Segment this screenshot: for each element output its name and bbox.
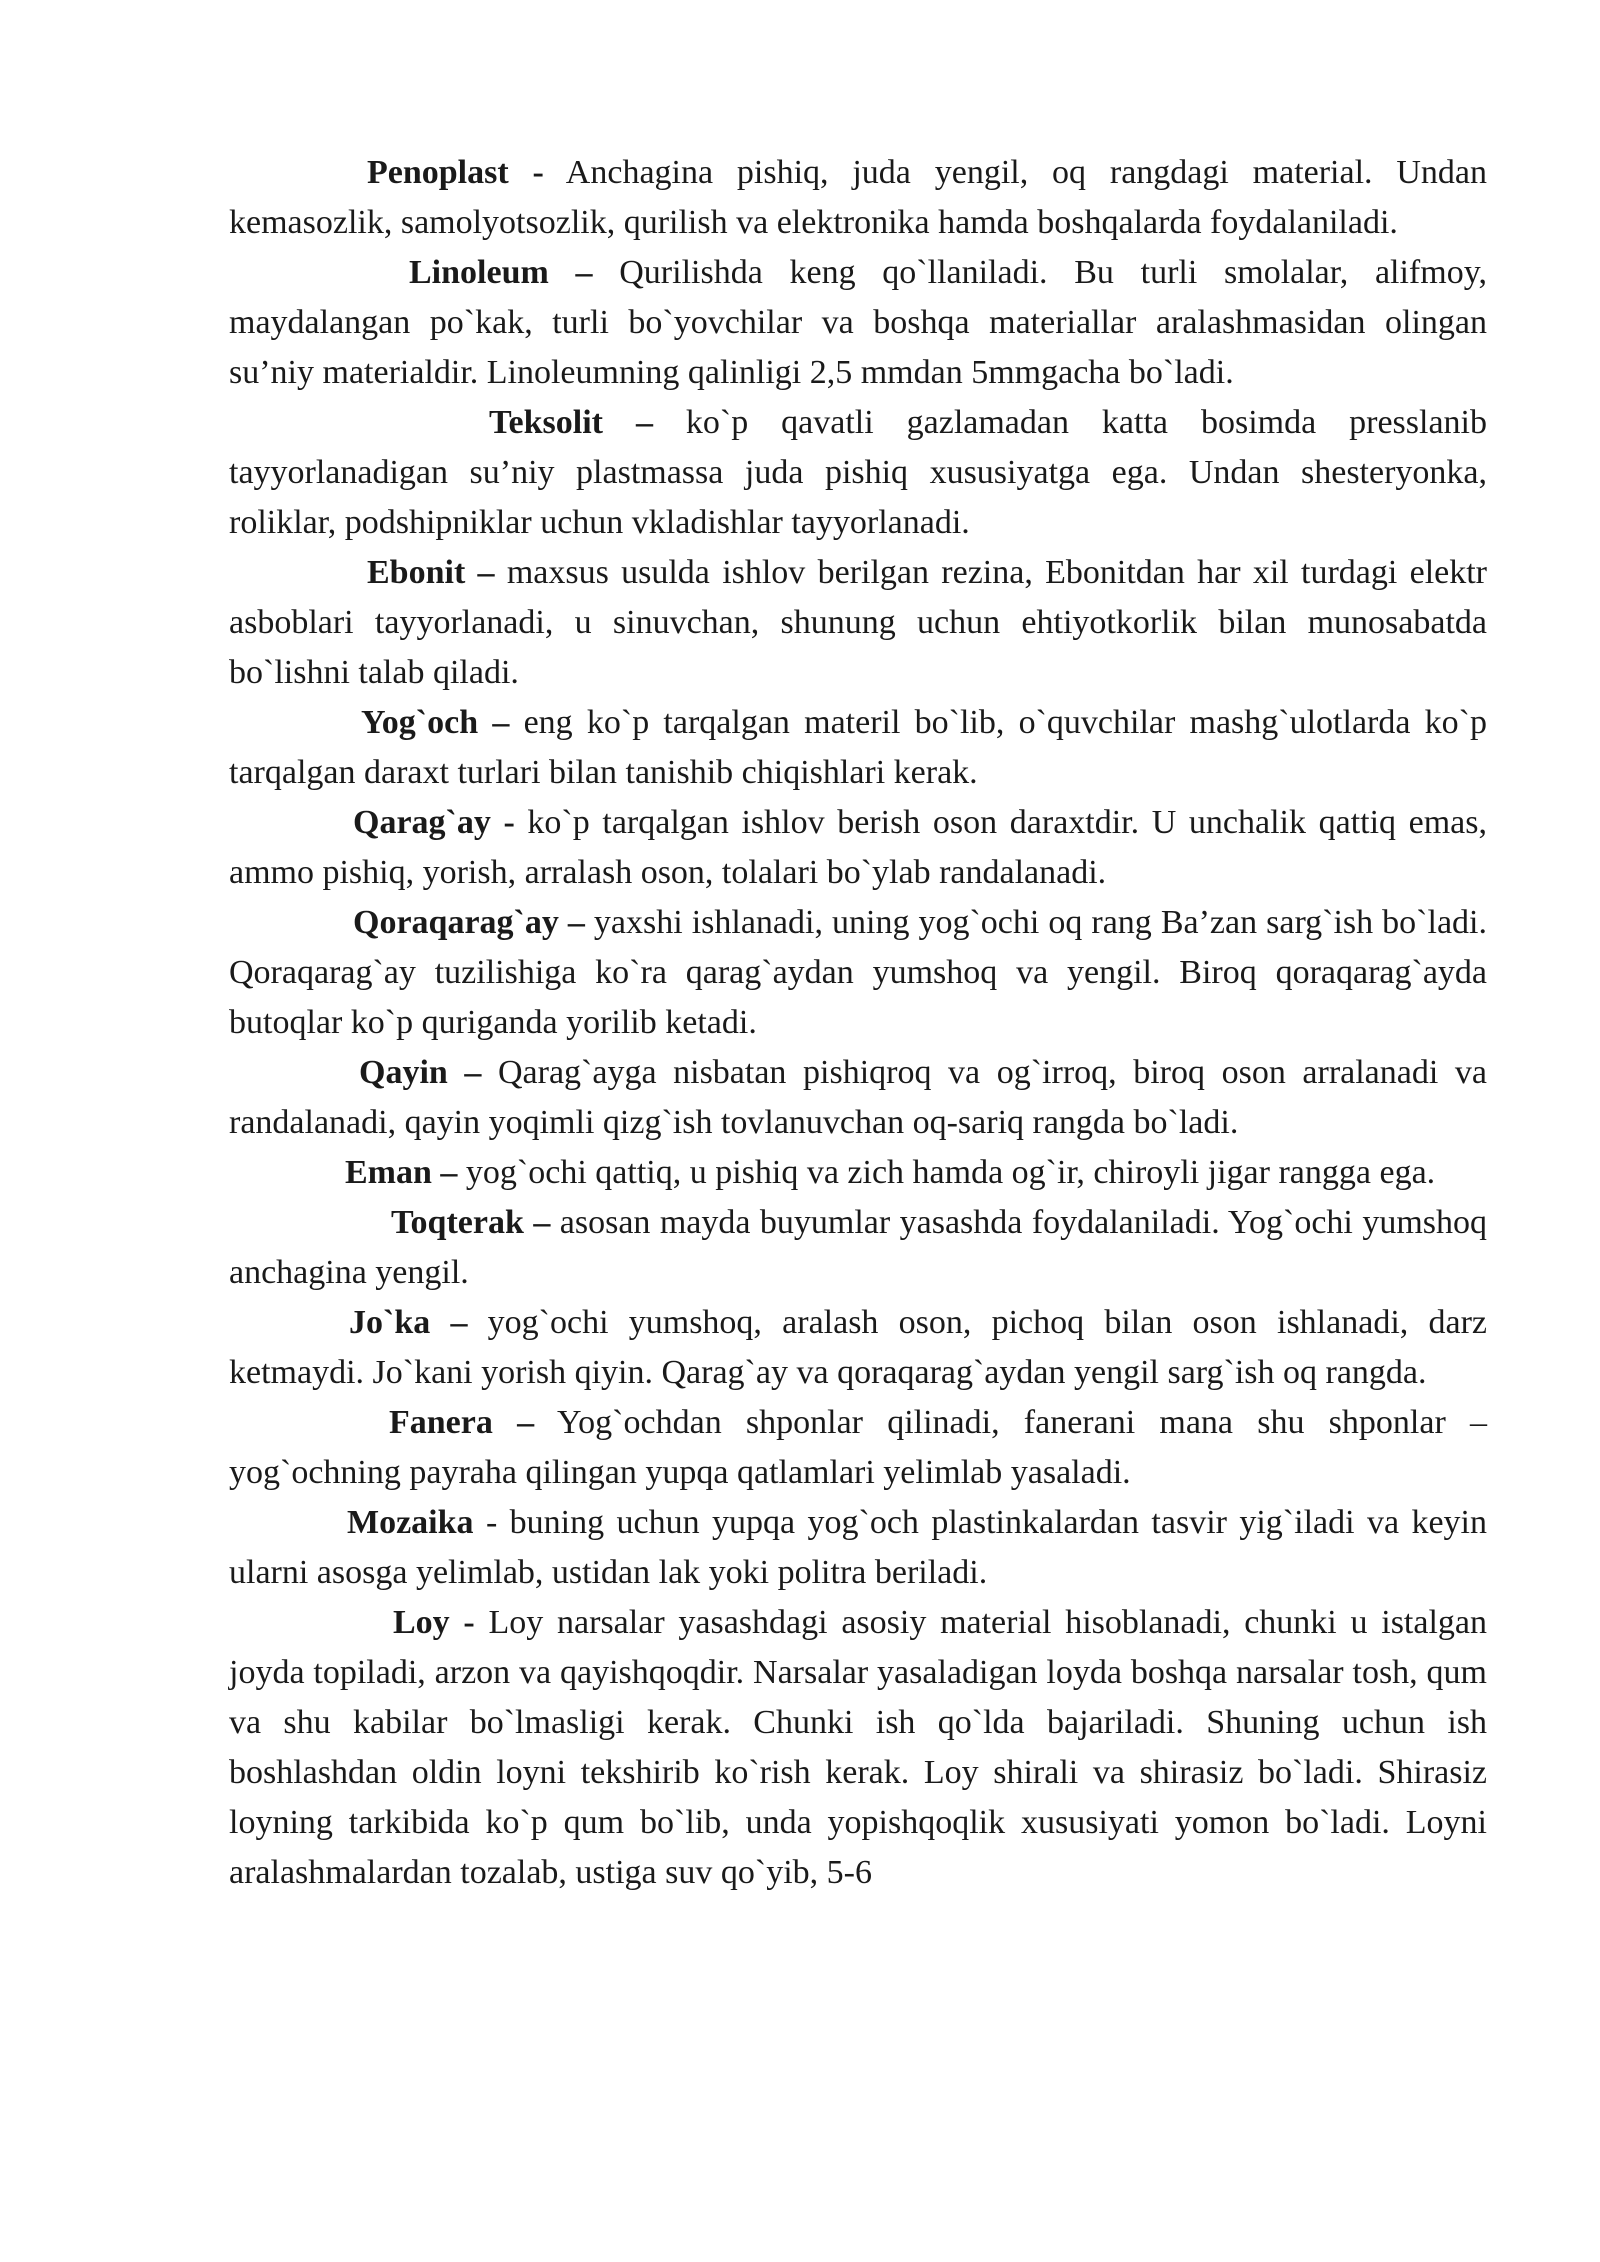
definition-teksolit: ko`p qavatli gazlamadan katta bosimda presslanib tayyorlanadigan su’niy plastmassa juda pishiq xususiyatga ega. Undan shesteryonka, roliklar, podshipniklar uchun vkladishlar tayyorlanadi. — [229, 404, 1487, 541]
definition-toqterak: asosan mayda buyumlar yasashda foydalaniladi. Yog`ochi yumshoq anchagina yengil. — [229, 1204, 1487, 1291]
definition-ebonit: maxsus usulda ishlov berilgan rezina, Ebonitdan har xil turdagi elektr asboblari tayyorlanadi, u sinuvchan, shunung uchun ehtiyotkorlik bilan munosabatda bo`lishni talab qiladi. — [229, 554, 1488, 691]
definition-qayin: Qarag`ayga nisbatan pishiqroq va og`irroq, biroq oson arralanadi va randalanadi, qayin yoqimli qizg`ish tovlanuvchan oq-sariq rangda bo`ladi. — [229, 1054, 1487, 1141]
term-eman: Eman – — [345, 1154, 458, 1191]
paragraph-mozaika — [229, 1498, 1487, 1598]
definition-qaragay: ko`p tarqalgan ishlov berish oson daraxtdir. U unchalik qattiq emas, ammo pishiq, yorish, arralash oson, tolalari bo`ylab randalanadi. — [229, 804, 1488, 891]
term-teksolit: Teksolit – — [489, 404, 653, 441]
definition-fanera: Yog`ochdan shponlar qilinadi, fanerani mana shu shponlar – yog`ochning payraha qilingan yupqa qatlamlari yelimlab yasaladi. — [229, 1404, 1487, 1491]
paragraph-fanera — [229, 1398, 1487, 1498]
definition-loy: Loy narsalar yasashdagi asosiy material hisoblanadi, chunki u istalgan joyda topiladi, arzon va qayishqoqdir. Narsalar yasaladigan loyda boshqa narsalar tosh, qum va shu kabilar bo`lmasligi kerak. Chunki ish qo`lda bajariladi. Shuning uchun ish boshlashdan oldin loyni tekshirib ko`rish kerak. Loy shirali va shirasiz bo`ladi. Shirasiz loyning tarkibida ko`p qum bo`lib, unda yopishqoqlik xususiyati yomon bo`ladi. Loyni aralashmalardan tozalab, ustiga suv qo`yib, 5-6 — [229, 1604, 1488, 1891]
term-mozaika: Mozaika — [347, 1504, 474, 1541]
paragraph-qayin — [229, 1048, 1487, 1148]
paragraph-eman — [229, 1148, 1487, 1198]
term-joka: Jo`ka – — [349, 1304, 468, 1341]
paragraph-yogoch — [229, 698, 1487, 798]
term-loy: Loy - — [393, 1604, 475, 1641]
paragraph-penoplast — [229, 148, 1487, 248]
paragraph-joka — [229, 1298, 1487, 1398]
definition-mozaika: - buning uchun yupqa yog`och plastinkalardan tasvir yig`iladi va keyin ularni asosga yelimlab, ustidan lak yoki politra beriladi. — [229, 1504, 1487, 1591]
definition-penoplast: Anchagina pishiq, juda yengil, oq rangdagi material. Undan kemasozlik, samolyotsozlik, qurilish va elektronika hamda boshqalarda foydalaniladi. — [229, 154, 1488, 241]
paragraph-qoraqaragay — [229, 898, 1487, 1048]
term-qoraqaragay: Qoraqarag`ay – — [353, 904, 585, 941]
term-qayin: Qayin – — [359, 1054, 482, 1091]
paragraph-ebonit — [229, 548, 1487, 698]
definition-yogoch: eng ko`p tarqalgan materil bo`lib, o`quvchilar mashg`ulotlarda ko`p tarqalgan daraxt turlari bilan tanishib chiqishlari kerak. — [229, 704, 1488, 791]
term-yogoch: Yog`och – — [361, 704, 510, 741]
document-page — [229, 148, 1487, 1898]
paragraph-toqterak — [229, 1198, 1487, 1298]
definition-qoraqaragay: yaxshi ishlanadi, uning yog`ochi oq rang Ba’zan sarg`ish bo`ladi. Qoraqarag`ay tuzilishiga ko`ra qarag`aydan yumshoq va yengil. Biroq qoraqarag`ayda butoqlar ko`p quriganda yorilib ketadi. — [229, 904, 1487, 1041]
term-ebonit: Ebonit – — [367, 554, 495, 591]
definition-eman: yog`ochi qattiq, u pishiq va zich hamda og`ir, chiroyli jigar rangga ega. — [457, 1154, 1436, 1191]
term-qaragay: Qarag`ay - — [353, 804, 515, 841]
definition-joka: yog`ochi yumshoq, aralash oson, pichoq bilan oson ishlanadi, darz ketmaydi. Jo`kani yorish qiyin. Qarag`ay va qoraqarag`aydan yengil sarg`ish oq rangda. — [229, 1304, 1487, 1391]
paragraph-loy — [229, 1598, 1487, 1898]
paragraph-qaragay — [229, 798, 1487, 898]
term-linoleum: Linoleum – — [409, 254, 593, 291]
definition-linoleum: Qurilishda keng qo`llaniladi. Bu turli smolalar, alifmoy, maydalangan po`kak, turli bo`yovchilar va boshqa materiallar aralashmasidan olingan su’niy materialdir. Linoleumning qalinligi 2,5 mmdan 5mmgacha bo`ladi. — [229, 254, 1487, 391]
paragraph-linoleum — [229, 248, 1487, 398]
term-toqterak: Toqterak – — [391, 1204, 551, 1241]
paragraph-teksolit — [229, 398, 1487, 548]
term-penoplast: Penoplast - — [367, 154, 544, 191]
term-fanera: Fanera – — [389, 1404, 535, 1441]
